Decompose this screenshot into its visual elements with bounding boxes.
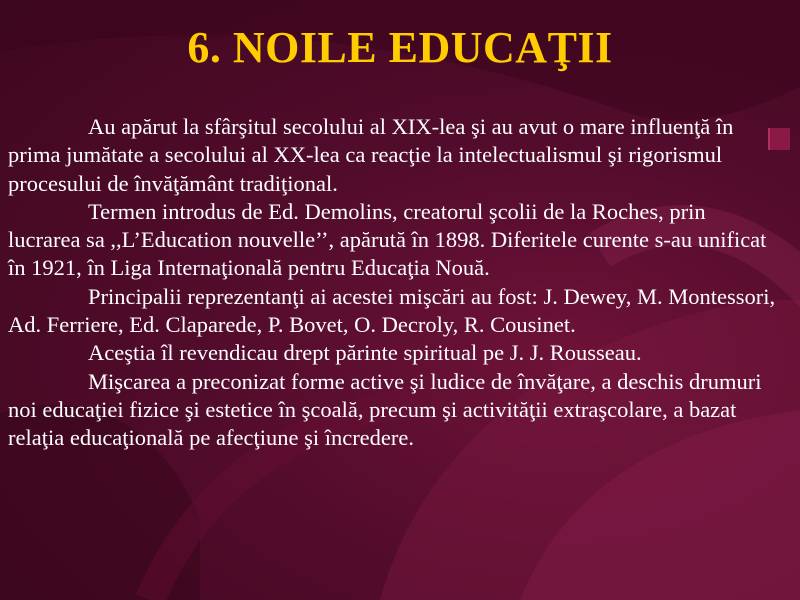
paragraph: Aceştia îl revendicau drept părinte spiritual pe J. J. Rousseau. [88,340,642,366]
slide-title: 6. NOILE EDUCAŢII [187,23,613,72]
side-marker [768,128,790,150]
paragraph: Principalii reprezentanţi ai acestei mişcări au fost: J. Dewey, M. Montessori, Ad. Ferriere, Ed. Claparede, P. Bovet, O. Decroly, R. Cousinet. [8,283,776,338]
slide-body [8,113,780,453]
paragraph: Termen introdus de Ed. Demolins, creatorul şcolii de la Roches, prin lucrarea sa ,,L’Education nouvelle’’, apărută în 1898. Diferitele curente s-au unificat în 1921, în Liga Internaţională pentru Educaţia Nouă. [8,198,767,281]
paragraph: Au apărut la sfârşitul secolului al XIX-lea şi au avut o mare influenţă în prima jumătate a secolului al XX-lea ca reacţie la intelectualismul şi rigorismul procesului de învăţământ tradiţional. [8,114,734,196]
paragraph: Mişcarea a preconizat forme active şi ludice de învăţare, a deschis drumuri noi educaţiei fizice şi estetice în şcoală, precum şi activităţii extraşcolare, a bazat relaţia educaţională pe afecţiune şi încredere. [8,368,762,451]
